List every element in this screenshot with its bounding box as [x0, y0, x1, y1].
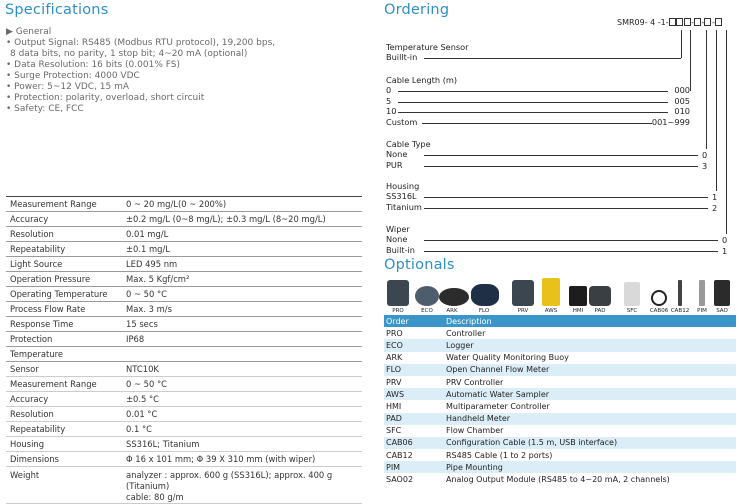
order-leader-line	[422, 123, 652, 124]
order-leader-line	[424, 251, 718, 252]
order-option-name: Custom	[386, 116, 418, 127]
order-connector	[706, 30, 707, 149]
optionals-table	[384, 315, 736, 486]
order-option-name: None	[386, 149, 408, 160]
spec-value-line: cable: 80 g/m	[126, 492, 184, 502]
order-connector	[681, 30, 682, 58]
optional-row	[384, 388, 736, 400]
spec-value: 0 ~ 50 °C	[126, 289, 168, 299]
order-option-code: 0	[702, 150, 708, 161]
product-image	[415, 286, 439, 306]
optional-row	[384, 413, 736, 425]
spec-key: Resolution	[10, 229, 54, 239]
general-heading: ▶ General	[6, 27, 52, 37]
optional-row	[384, 473, 736, 485]
optional-description: RS485 Cable (1 to 2 ports)	[446, 450, 553, 460]
product-image	[589, 286, 611, 306]
spec-row	[6, 197, 362, 212]
order-section-label: Cable Type	[386, 139, 431, 149]
order-leader-line	[398, 91, 668, 92]
optional-icon-label: CAB06	[649, 308, 669, 314]
order-section-label: Housing	[386, 181, 420, 191]
optional-description: Configuration Cable (1.5 m, USB interface)	[446, 438, 618, 448]
spec-key: Measurement Range	[10, 379, 97, 389]
spec-key: Light Source	[10, 259, 63, 269]
spec-value: 0 ~ 20 mg/L(0 ~ 200%)	[126, 199, 227, 209]
order-leader-line	[424, 197, 708, 198]
spec-row	[6, 392, 362, 407]
order-option-name: PUR	[386, 159, 403, 170]
spec-key: Repeatability	[10, 424, 66, 434]
order-option-name: SS316L	[386, 191, 417, 202]
spec-key: Dimensions	[10, 454, 59, 464]
optional-description: Flow Chamber	[446, 426, 504, 436]
description-header: Description	[446, 316, 492, 326]
optional-icon-label: AWS	[544, 308, 558, 314]
order-leader-line	[398, 112, 668, 113]
order-code: SMR09- 4 -1- - - -	[617, 18, 722, 27]
order-option-name: None	[386, 234, 408, 245]
optional-icon-label: CAB12	[670, 308, 690, 314]
spec-key: Operation Pressure	[10, 274, 91, 284]
spec-key: Operating Temperature	[10, 289, 108, 299]
spec-value-line: analyzer : approx. 600 g (SS316L); approx. 400 g (Titanium)	[126, 470, 333, 491]
optional-description: Multiparameter Controller	[446, 401, 550, 411]
order-section-label: Temperature Sensor	[386, 42, 469, 52]
spec-row	[6, 407, 362, 422]
optional-order-code: PAD	[386, 414, 402, 424]
order-option-code: 3	[702, 160, 708, 171]
spec-key: Sensor	[10, 364, 39, 374]
optional-pro-icon	[385, 280, 411, 314]
spec-key: Resolution	[10, 409, 54, 419]
order-connector	[716, 30, 717, 191]
optional-row	[384, 400, 736, 412]
optional-icon-label: PRV	[517, 308, 529, 314]
product-image	[699, 280, 705, 306]
product-image	[678, 280, 682, 306]
spec-value: Φ 16 x 101 mm; Φ 39 X 310 mm (with wiper)	[126, 454, 316, 464]
spec-row	[6, 467, 362, 504]
order-leader-line	[424, 208, 708, 209]
optional-order-code: FLO	[386, 365, 402, 375]
spec-key: Protection	[10, 334, 53, 344]
optional-description: Handheld Meter	[446, 414, 511, 424]
optional-order-code: SFC	[386, 426, 402, 436]
optional-row	[384, 364, 736, 376]
order-option-name: 10	[386, 106, 397, 117]
order-section-label: Wiper	[386, 224, 410, 234]
optional-order-code: CAB06	[386, 438, 413, 448]
order-option-code: 005	[674, 95, 690, 106]
order-leader-line	[424, 58, 681, 59]
order-header: Order	[386, 316, 409, 326]
product-image	[387, 280, 409, 306]
optional-sao-icon	[709, 280, 735, 314]
specifications-table	[6, 196, 362, 504]
optional-order-code: ARK	[386, 353, 403, 363]
optional-row	[384, 327, 736, 339]
order-option-name: Buillt-in	[386, 52, 418, 63]
spec-value: ±0.5 °C	[126, 394, 160, 404]
optional-icon-label: PIM	[697, 308, 707, 314]
spec-key: Accuracy	[10, 394, 49, 404]
spec-row	[6, 287, 362, 302]
optional-aws-icon	[538, 278, 564, 314]
optional-icon-label: HMI	[572, 308, 584, 314]
spec-value: 0.1 °C	[126, 424, 153, 434]
specifications-title: Specifications	[5, 2, 109, 18]
order-option-name: 0	[386, 85, 392, 96]
spec-key: Measurement Range	[10, 199, 97, 209]
spec-row	[6, 347, 362, 362]
spec-row	[6, 257, 362, 272]
optional-description: Open Channel Flow Meter	[446, 365, 550, 375]
order-leader-line	[398, 102, 668, 103]
ordering-title: Ordering	[384, 2, 450, 18]
spec-key: Repeatability	[10, 244, 66, 254]
optional-ark-icon	[439, 288, 465, 314]
order-code-prefix: SMR09- 4 -1-	[617, 18, 669, 27]
spec-key: Temperature	[10, 349, 64, 359]
product-image	[471, 284, 499, 306]
optional-pad-icon	[587, 286, 613, 314]
general-item: • Protection: polarity, overload, short circuit	[6, 93, 205, 103]
spec-key: Accuracy	[10, 214, 49, 224]
spec-row	[6, 212, 362, 227]
spec-value: ±0.2 mg/L (0~8 mg/L); ±0.3 mg/L (8~20 mg/L)	[126, 214, 326, 224]
optional-order-code: CAB12	[386, 450, 413, 460]
spec-row	[6, 302, 362, 317]
order-option-name: Built-in	[386, 244, 415, 255]
optional-description: Water Quality Monitoring Buoy	[446, 353, 569, 363]
spec-value: 15 secs	[126, 319, 158, 329]
optional-icon-label: FLO	[478, 308, 490, 314]
optional-row	[384, 352, 736, 364]
order-option-name: 5	[386, 95, 392, 106]
order-option-code: 0	[722, 235, 728, 246]
order-option-code: 2	[712, 202, 718, 213]
product-image	[651, 290, 667, 306]
optional-row	[384, 449, 736, 461]
optional-order-code: PRV	[386, 377, 402, 387]
order-connector	[726, 30, 727, 234]
spec-row	[6, 437, 362, 452]
general-spec-list	[6, 27, 275, 115]
general-item: • Output Signal: RS485 (Modbus RTU protocol), 19,200 bps,	[6, 38, 276, 48]
spec-key: Process Flow Rate	[10, 304, 86, 314]
spec-value: ±0.1 mg/L	[126, 244, 170, 254]
product-image	[624, 282, 640, 306]
spec-row	[6, 422, 362, 437]
order-option-name: Titanium	[386, 201, 422, 212]
optional-icon-label: PAD	[594, 308, 606, 314]
optional-description: Analog Output Module (RS485 to 4~20 mA, 2 channels)	[446, 475, 670, 485]
spec-key: Housing	[10, 439, 45, 449]
optional-order-code: PIM	[386, 462, 401, 472]
spec-value: LED 495 nm	[126, 259, 178, 269]
optional-icon-label: SFC	[626, 308, 638, 314]
product-image	[512, 280, 534, 306]
optional-row	[384, 437, 736, 449]
product-image	[439, 288, 469, 306]
spec-value: Max. 5 Kgf/cm²	[126, 274, 190, 284]
optionals-title: Optionals	[384, 257, 455, 273]
optional-flo-icon	[471, 284, 497, 314]
order-option-code: 001~999	[651, 116, 690, 127]
spec-value	[126, 470, 362, 503]
spec-key: Response Time	[10, 319, 74, 329]
order-option-code: 1	[712, 192, 718, 203]
order-option-code: 000	[674, 85, 690, 96]
optional-row	[384, 376, 736, 388]
optional-description: Logger	[446, 340, 474, 350]
general-item: • Data Resolution: 16 bits (0.001% FS)	[6, 60, 180, 70]
order-leader-line	[424, 166, 698, 167]
spec-value: 0 ~ 50 °C	[126, 379, 168, 389]
optional-description: Pipe Mounting	[446, 462, 503, 472]
order-section-label: Cable Length (m)	[386, 75, 458, 85]
optional-description: PRV Controller	[446, 377, 504, 387]
spec-key: Weight	[10, 470, 40, 480]
general-item: 8 data bits, no parity, 1 stop bit; 4~20 mA (optional)	[10, 49, 248, 59]
optional-eco-icon	[414, 286, 440, 314]
product-image	[569, 286, 587, 306]
optional-row	[384, 425, 736, 437]
optionals-icons	[385, 272, 735, 314]
general-item: • Safety: CE, FCC	[6, 104, 84, 114]
spec-value: NTC10K	[126, 364, 159, 374]
optional-description: Controller	[446, 328, 486, 338]
optional-sfc-icon	[619, 282, 645, 314]
order-connector	[690, 30, 691, 91]
optional-order-code: PRO	[386, 328, 403, 338]
spec-row	[6, 227, 362, 242]
spec-row	[6, 452, 362, 467]
optional-prv-icon	[510, 280, 536, 314]
spec-row	[6, 362, 362, 377]
spec-row	[6, 317, 362, 332]
optional-icon-label: SAO	[716, 308, 728, 314]
order-leader-line	[424, 240, 718, 241]
order-option-code: 1	[722, 245, 728, 256]
spec-value: 0.01 mg/L	[126, 229, 169, 239]
optional-description: Automatic Water Sampler	[446, 389, 550, 399]
optional-order-code: ECO	[386, 340, 403, 350]
spec-value: IP68	[126, 334, 145, 344]
optional-icon-label: PRO	[392, 308, 404, 314]
optional-order-code: SAO02	[386, 475, 414, 485]
spec-row	[6, 242, 362, 257]
optional-order-code: AWS	[386, 389, 405, 399]
order-option-code: 010	[674, 106, 690, 117]
product-image	[542, 278, 560, 306]
optional-row	[384, 339, 736, 351]
spec-value: SS316L; Titanium	[126, 439, 200, 449]
general-item: • Power: 5~12 VDC, 15 mA	[6, 82, 130, 92]
spec-row	[6, 377, 362, 392]
product-image	[714, 280, 730, 306]
spec-value: Max. 3 m/s	[126, 304, 172, 314]
spec-row	[6, 332, 362, 347]
general-item: • Surge Protection: 4000 VDC	[6, 71, 140, 81]
optional-icon-label: ECO	[421, 308, 433, 314]
optional-icon-label: ARK	[446, 308, 458, 314]
spec-value: 0.01 °C	[126, 409, 158, 419]
spec-row	[6, 272, 362, 287]
optional-row	[384, 461, 736, 473]
optionals-header-row	[384, 315, 736, 327]
order-leader-line	[424, 155, 698, 156]
optional-order-code: HMI	[386, 401, 402, 411]
ordering-diagram	[384, 14, 739, 259]
